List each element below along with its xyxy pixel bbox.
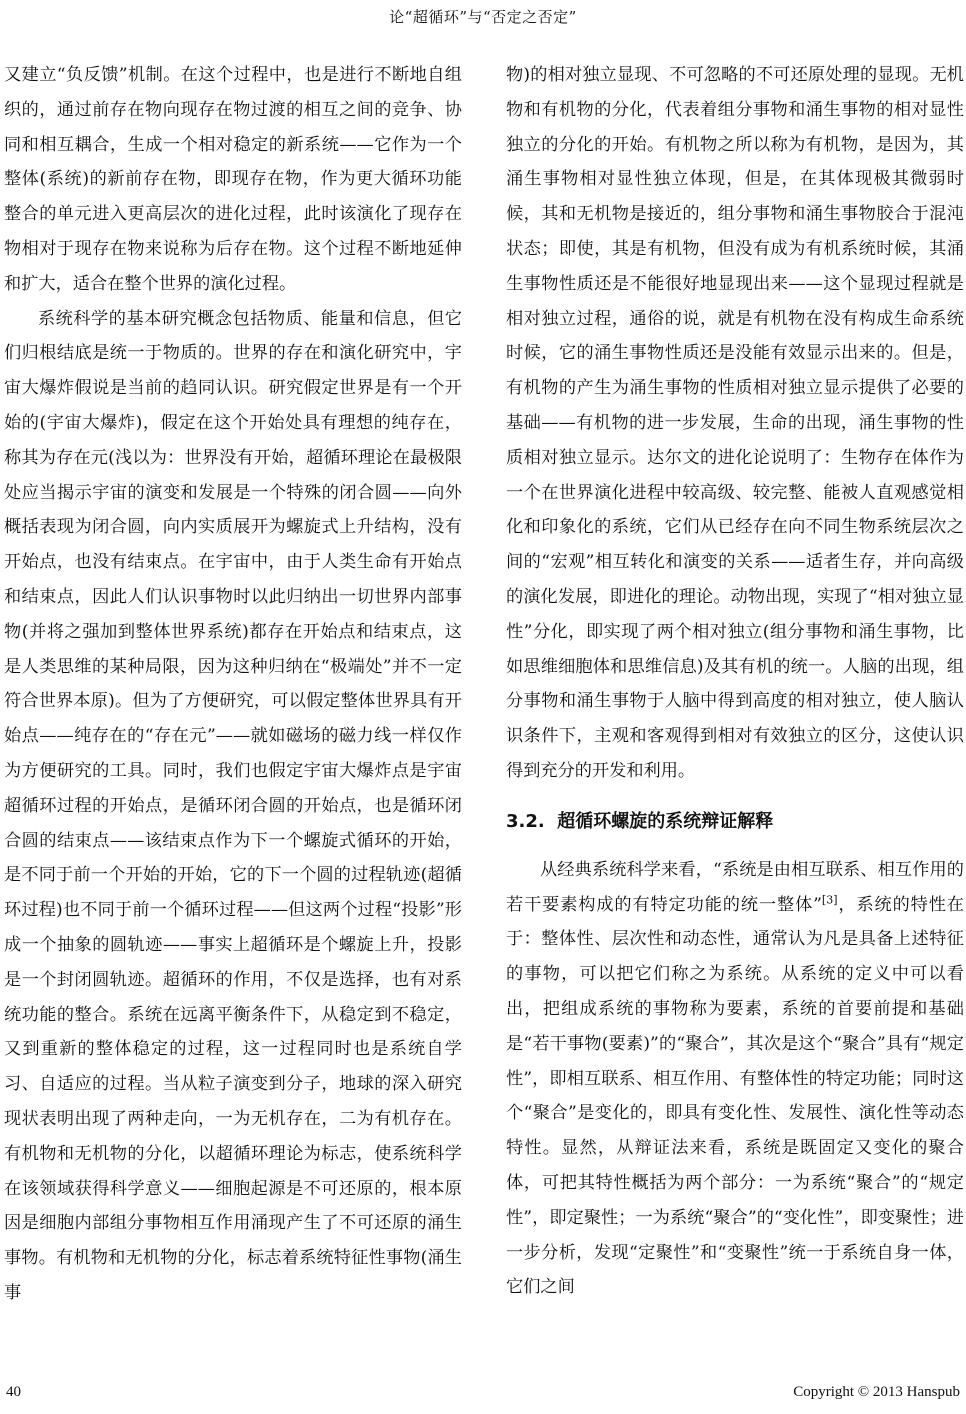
- paragraph: 又建立“负反馈”机制。在这个过程中，也是进行不断地自组织的，通过前存在物向现存在物过渡的相互之间的竞争、协同和相互耦合，生成一个相对稳定的新系统——它作为一个整体(系统)的新前存在物，即现存在物，作为更大循环功能整合的单元进入更高层次的进化过程，此时该演化了现存在物相对于现存在物来说称为后存在物。这个过程不断地延伸和扩大，适合在整个世界的演化过程。: [4, 65, 462, 294]
- right-column: [506, 58, 964, 1305]
- section-number: 3.2.: [506, 810, 545, 832]
- left-column: [4, 58, 462, 1311]
- section-heading: [506, 807, 964, 837]
- paragraph-text: ，系统的特性在于：整体性、层次性和动态性，通常认为凡是具备上述特征的事物，可以把它们称之为系统。从系统的定义中可以看出，把组成系统的事物称为要素，系统的首要前提和基础是“若干事物(要素)”的“聚合”，其次是这个“聚合”具有“规定性”，即相互联系、相互作用、有整体性的特定功能；同时这个“聚合”是变化的，即具有变化性、发展性、演化性等动态特性。显然，从辩证法来看，系统是既固定又变化的聚合体，可把其特性概括为两个部分：一为系统“聚合”的“规定性”，即定聚性；一为系统“聚合”的“变化性”，即变聚性；进一步分析，发现“定聚性”和“变聚性”统一于系统自身一体，它们之间: [506, 894, 964, 1298]
- paragraph: [506, 853, 964, 1305]
- paragraph: 物)的相对独立显现、不可忽略的不可还原处理的显现。无机物和有机物的分化，代表着组分事物和涌生事物的相对显性独立的分化的开始。有机物之所以称为有机物，是因为，其涌生事物相对显性独立体现，但是，在其体现极其微弱时候，其和无机物是接近的，组分事物和涌生事物胶合于混沌状态；即使，其是有机物，但没有成为有机系统时候，其涌生事物性质还是不能很好地显现出来——这个显现过程就是相对独立过程，通俗的说，就是有机物在没有构成生命系统时候，它的涌生事物性质还是没能有效显示出来的。但是，有机物的产生为涌生事物的性质相对独立显示提供了必要的基础——有机物的进一步发展，生命的出现，涌生事物的性质相对独立显示。达尔文的进化论说明了：生物存在体作为一个在世界演化进程中较高级、较完整、能被人直观感觉相化和印象化的系统，它们从已经存在向不同生物系统层次之间的“宏观”相互转化和演变的关系——适者生存，并向高级的演化发展，即进化的理论。动物出现，实现了“相对独立显性”分化，即实现了两个相对独立(组分事物和涌生事物，比如思维细胞体和思维信息)及其有机的统一。人脑的出现，组分事物和涌生事物于人脑中得到高度的相对独立，使人脑认识条件下，主观和客观得到相对有效独立的区分，这使认识得到充分的开发和利用。: [506, 65, 964, 781]
- copyright-notice: Copyright © 2013 Hanspub: [793, 1384, 960, 1400]
- running-header: 论“超循环”与“否定之否定”: [389, 8, 577, 26]
- section-title: 超循环螺旋的系统辩证解释: [557, 810, 774, 832]
- paragraph: 系统科学的基本研究概念包括物质、能量和信息，但它们归根结底是统一于物质的。世界的存在和演化研究中，宇宙大爆炸假说是当前的趋同认识。研究假定世界是有一个开始的(宇宙大爆炸)，假定在这个开始处具有理想的纯存在，称其为存在元(浅以为：世界没有开始，超循环理论在最极限处应当揭示宇宙的演变和发展是一个特殊的闭合圆——向外概括表现为闭合圆，向内实质展开为螺旋式上升结构，没有开始点，也没有结束点。在宇宙中，由于人类生命有开始点和结束点，因此人们认识事物时以此归纳出一切世界内部事物(并将之强加到整体世界系统)都存在开始点和结束点，这是人类思维的某种局限，因为这种归纳在“极端处”并不一定符合世界本原)。但为了方便研究，可以假定整体世界具有开始点——纯存在的“存在元”——就如磁场的磁力线一样仅作为方便研究的工具。同时，我们也假定宇宙大爆炸点是宇宙超循环过程的开始点，是循环闭合圆的开始点，也是循环闭合圆的结束点——该结束点作为下一个螺旋式循环的开始，是不同于前一个开始的开始，它的下一个圆的过程轨迹(超循环过程)也不同于前一个循环过程——但这两个过程“投影”形成一个抽象的圆轨迹——事实上超循环是个螺旋上升，投影是一个封闭圆轨迹。超循环的作用，不仅是选择，也有对系统功能的整合。系统在远离平衡条件下，从稳定到不稳定，又到重新的整体稳定的过程，这一过程同时也是系统自学习、自适应的过程。当从粒子演变到分子，地球的深入研究现状表明出现了两种走向，一为无机存在，二为有机存在。有机物和无机物的分化，以超循环理论为标志，使系统科学在该领域获得科学意义——细胞起源是不可还原的，根本原因是细胞内部组分事物相互作用涌现产生了不可还原的涌生事物。有机物和无机物的分化，标志着系统特征性事物(涌生事: [4, 308, 462, 1303]
- page-number: 40: [6, 1384, 21, 1400]
- paragraph-text: 从经典系统科学来看，“系统是由相互联系、相互作用的若干要素构成的有特定功能的统一整体”: [506, 859, 964, 915]
- citation-reference[interactable]: [3]: [821, 892, 838, 906]
